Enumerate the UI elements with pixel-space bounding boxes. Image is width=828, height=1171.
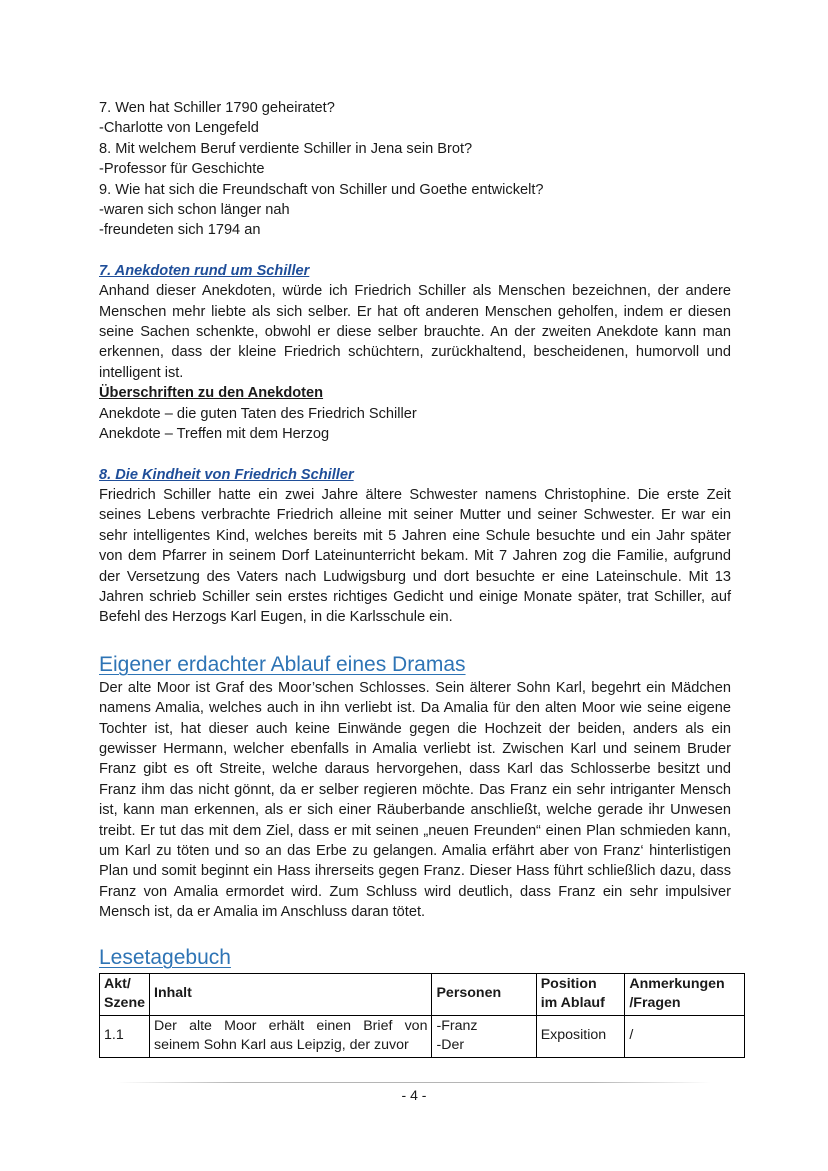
table-row: [100, 1015, 745, 1057]
answer-9-b: -freundeten sich 1794 an: [99, 222, 261, 239]
col-im-ablauf-label: im Ablauf: [540, 995, 605, 1012]
question-7: 7. Wen hat Schiller 1790 geheiratet?: [99, 100, 335, 116]
answer-9-a: -waren sich schon länger nah: [99, 202, 290, 219]
cell-akt: 1.1: [100, 1015, 150, 1057]
col-position-label: Position: [540, 975, 597, 992]
col-position: [536, 973, 625, 1015]
cell-personen-line-1: -Franz: [436, 1017, 478, 1034]
cell-inhalt-line-2: seinem Sohn Karl aus Leipzig, der zuvor: [154, 1037, 409, 1054]
col-personen: Personen: [432, 973, 536, 1015]
table-header-row: [100, 973, 745, 1015]
answer-7: -Charlotte von Lengefeld: [99, 120, 259, 137]
page-content: [99, 98, 731, 1058]
col-inhalt: Inhalt: [150, 973, 432, 1015]
col-anmerkungen: [625, 973, 745, 1015]
cell-personen-line-2: -Der: [436, 1037, 465, 1054]
question-8: 8. Mit welchem Beruf verdiente Schiller in Jena sein Brot?: [99, 140, 473, 157]
drama-heading: Eigener erdachter Ablauf eines Dramas: [99, 652, 466, 676]
section-7-title: 7. Anekdoten rund um Schiller: [99, 262, 310, 279]
col-szene-label: Szene: [104, 995, 146, 1012]
diary-heading: Lesetagebuch: [99, 945, 231, 969]
cell-inhalt: [150, 1015, 432, 1057]
page-number: - 4 -: [401, 1087, 427, 1103]
section-8-title: 8. Die Kindheit von Friedrich Schiller: [99, 466, 354, 483]
cell-inhalt-line-1: Der alte Moor erhält einen Brief von: [154, 1017, 428, 1034]
col-akt-label: Akt/: [104, 975, 131, 992]
question-9: 9. Wie hat sich die Freundschaft von Schiller und Goethe entwickelt?: [99, 181, 544, 198]
col-anmerkungen-label: Anmerkungen: [629, 975, 725, 992]
cell-position: Exposition: [536, 1015, 625, 1057]
col-akt-szene: [100, 973, 150, 1015]
answer-8: -Professor für Geschichte: [99, 161, 265, 178]
section-7-paragraph: Anhand dieser Anekdoten, würde ich Friedrich Schiller als Menschen bezeichnen, der andere Menschen mehr liebte als sich selber. Er hat oft anderen Menschen geholfen, indem er diesen seine Sachen schenkte, obwohl er diese selber brauchte. An der zweiten Anekdote kann man erkennen, dass der kleine Friedrich schüchtern, zurückhaltend, bescheidenen, humorvoll und intelligent ist.: [99, 283, 731, 381]
section-8-paragraph: Friedrich Schiller hatte ein zwei Jahre ältere Schwester namens Christophine. Die erste Zeit seines Lebens verbrachte Friedrich alleine mit seiner Mutter und seiner Schwester. Er war ein sehr intelligentes Kind, welches bereits mit 5 Jahren eine Schule besuchte und ein Jahr später von dem Pfarrer in seinem Dorf Lateinunterricht bekam. Mit 7 Jahren zog die Familie, aufgrund der Versetzung des Vaters nach Ludwigsburg und dort besuchte er eine Lateinschule. Mit 13 Jahren schrieb Schiller sein erstes richtiges Gedicht und einige Monate später, trat Schiller, auf Befehl des Herzogs Karl Eugen, in die Karlsschule ein.: [99, 486, 731, 626]
col-fragen-label: /Fragen: [629, 995, 681, 1012]
anecdote-headline-2: Anekdote – Treffen mit dem Herzog: [99, 426, 330, 443]
drama-paragraph: Der alte Moor ist Graf des Moor’schen Schlosses. Sein älterer Sohn Karl, begehrt ein Mädchen namens Amalia, welches auch in ihn verliebt ist. Da Amalia für den alten Moor wie seine eigene Tochter ist, hat dieser auch keine Einwände gegen die Hochzeit der beiden, anders als ein gewisser Hermann, welcher ebenfalls in Amalia verliebt ist. Zwischen Karl und seinem Bruder Franz gibt es oft Streite, welche daraus hervorgehen, dass Karl das Schlosserbe besitzt und Franz ihm das nicht gönnt, da er selber regieren möchte. Das Franz ein sehr intriganter Mensch ist, kann man erkennen, als er sich einer Räuberbande anschließt, welche gerade ihr Unwesen treibt. Er tut das mit dem Ziel, dass er mit seinen „neuen Freunden“ einen Plan schmieden kann, um Karl zu töten und so an das Erbe zu gelangen. Amalia erfährt aber von Franz‘ hinterlistigen Plan und somit beginnt ein Hass ihrerseits gegen Franz. Dieser Hass führt schließlich dazu, dass Franz von Amalia ermordet wird. Zum Schluss wird deutlich, dass Franz ein sehr impulsiver Mensch ist, da er Amalia im Anschluss daran tötet.: [99, 679, 731, 921]
anecdote-headline-1: Anekdote – die guten Taten des Friedrich Schiller: [99, 405, 417, 422]
cell-personen: [432, 1015, 536, 1057]
reading-diary-table: [99, 973, 745, 1058]
cell-anmerkungen: /: [625, 1015, 745, 1057]
anecdote-headlines-subheading: Überschriften zu den Anekdoten: [99, 385, 324, 402]
footer-divider: [117, 1082, 711, 1083]
